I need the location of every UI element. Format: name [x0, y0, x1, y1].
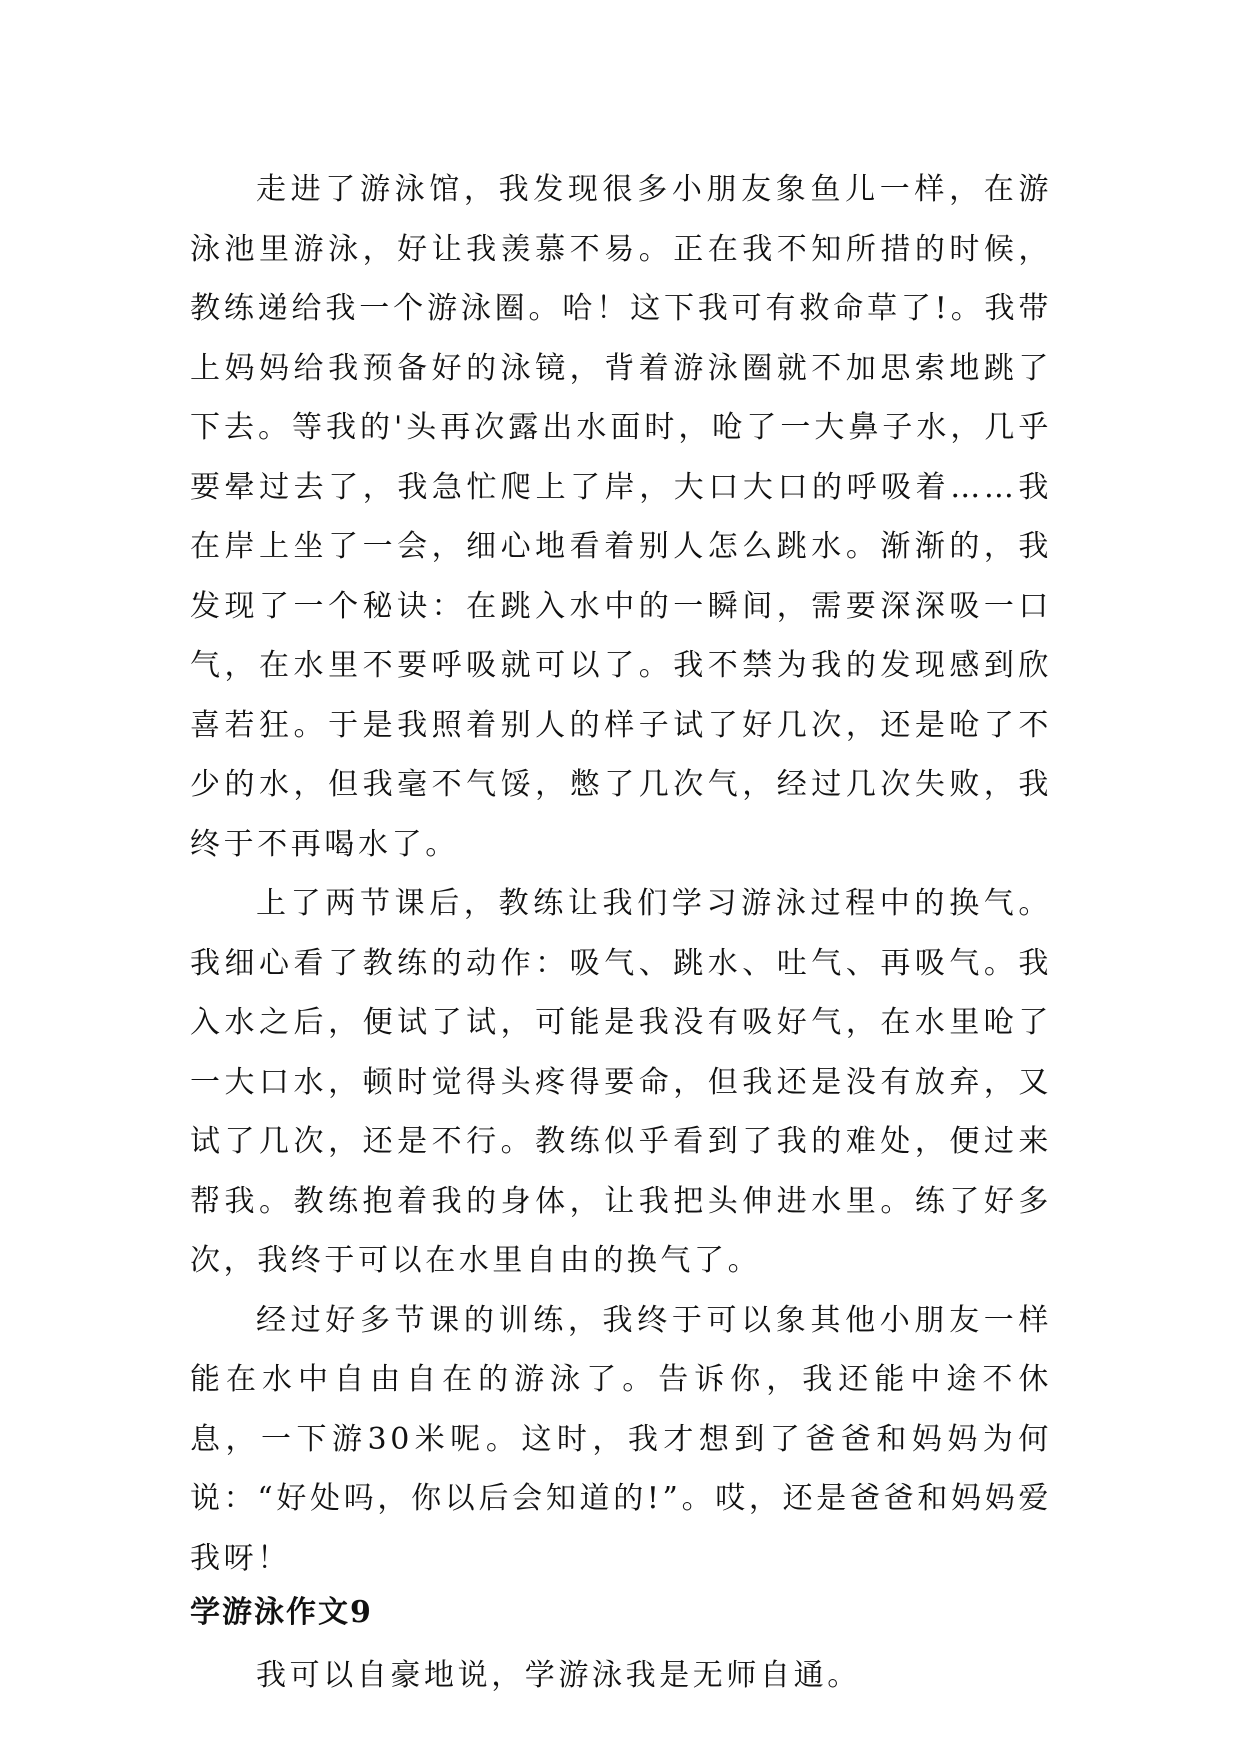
paragraph-1: 走进了游泳馆，我发现很多小朋友象鱼儿一样，在游泳池里游泳，好让我羡慕不易。正在我不知所措的时候，教练递给我一个游泳圈。哈！这下我可有救命草了!。我带上妈妈给我预备好的泳镜，背着游泳圈就不加思索地跳了下去。等我的'头再次露出水面时，呛了一大鼻子水，几乎要晕过去了，我急忙爬上了岸，大口大口的呼吸着……我在岸上坐了一会，细心地看着别人怎么跳水。渐渐的，我发现了一个秘诀：在跳入水中的一瞬间，需要深深吸一口气，在水里不要呼吸就可以了。我不禁为我的发现感到欣喜若狂。于是我照着别人的样子试了好几次，还是呛了不少的水，但我毫不气馁，憋了几次气，经过几次失败，我终于不再喝水了。 [190, 172, 1052, 862]
paragraph-4: 我可以自豪地说，学游泳我是无师自通。 [256, 1658, 861, 1693]
document-page [190, 160, 1052, 1706]
paragraph-2: 上了两节课后，教练让我们学习游泳过程中的换气。我细心看了教练的动作：吸气、跳水、吐气、再吸气。我入水之后，便试了试，可能是我没有吸好气，在水里呛了一大口水，顿时觉得头疼得要命，但我还是没有放弃，又试了几次，还是不行。教练似乎看到了我的难处，便过来帮我。教练抱着我的身体，让我把头伸进水里。练了好多次，我终于可以在水里自由的换气了。 [190, 886, 1052, 1278]
paragraph-3: 经过好多节课的训练，我终于可以象其他小朋友一样能在水中自由自在的游泳了。告诉你，我还能中途不休息，一下游30米呢。这时，我才想到了爸爸和妈妈为何说：“好处吗，你以后会知道的!”。哎，还是爸爸和妈妈爱我呀！ [190, 1302, 1052, 1576]
section-heading: 学游泳作文9 [190, 1595, 373, 1630]
